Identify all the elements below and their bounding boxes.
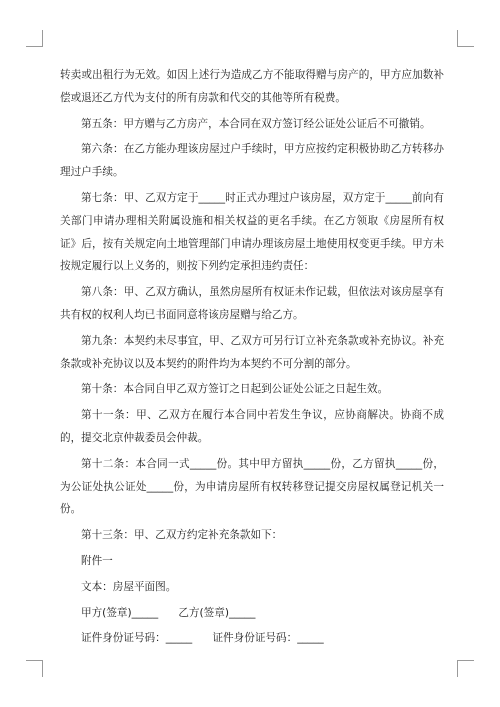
clause-8: 第八条：甲、乙双方确认，虽然房屋所有权证未作记载，但依法对该房屋享有共有权的权利人均已书面同意将该房屋赠与给乙方。 [60, 286, 444, 321]
document-body [60, 64, 444, 650]
clause-10: 第十条：本合同自甲乙双方签订之日起到公证处公证之日起生效。 [81, 383, 389, 396]
clause-5: 第五条：甲方赠与乙方房产，本合同在双方签订经公证处公证后不可撤销。 [81, 117, 431, 130]
crop-mark-top-right [457, 30, 474, 47]
clause-6: 第六条：在乙方能办理该房屋过户手续时，甲方应按约定积极协助乙方转移办理过户手续。 [60, 143, 444, 179]
attachment-heading: 附件一 [81, 554, 113, 567]
signature-line: 甲方(签章)_____ 乙方(签章)_____ [81, 606, 256, 619]
clause-9: 第九条：本契约未尽事宜，甲、乙双方可另行订立补充条款或补充协议。补充条款或补充协议以及本契约的附件均为本契约不可分割的部分。 [60, 334, 444, 370]
clause-12: 第十二条：本合同一式_____份。其中甲方留执_____份，乙方留执_____份，为公证处执公证处_____份，为申请房屋所有权转移登记提交房屋权属登记机关一份。 [60, 457, 444, 516]
attachment-text: 文本：房屋平面图。 [81, 580, 177, 593]
crop-mark-bottom-right [457, 660, 474, 677]
clause-13: 第十三条：甲、乙双方约定补充条款如下： [81, 529, 283, 542]
crop-mark-bottom-left [26, 660, 43, 677]
clause-11: 第十一条：甲、乙双方在履行本合同中若发生争议，应协商解决。协商不成的，提交北京仲裁委员会仲裁。 [60, 409, 444, 444]
paragraph-continuation: 转卖或出租行为无效。如因上述行为造成乙方不能取得赠与房产的，甲方应加数补偿或退还乙方代为支付的所有房款和代交的其他等所有税费。 [60, 69, 444, 104]
id-number-line: 证件身份证号码：_____ 证件身份证号码：_____ [81, 632, 324, 645]
clause-7: 第七条：甲、乙双方定于_____时正式办理过户该房屋，双方定于_____前向有关部门申请办理相关附属设施和相关权益的更名手续。在乙方领取《房屋所有权证》后，按有关规定向土地管理部门申请办理该房屋土地使用权变更手续。甲方未按规定履行以上义务的，则按下列约定承担违约责任： [60, 191, 444, 273]
crop-mark-top-left [26, 30, 43, 47]
